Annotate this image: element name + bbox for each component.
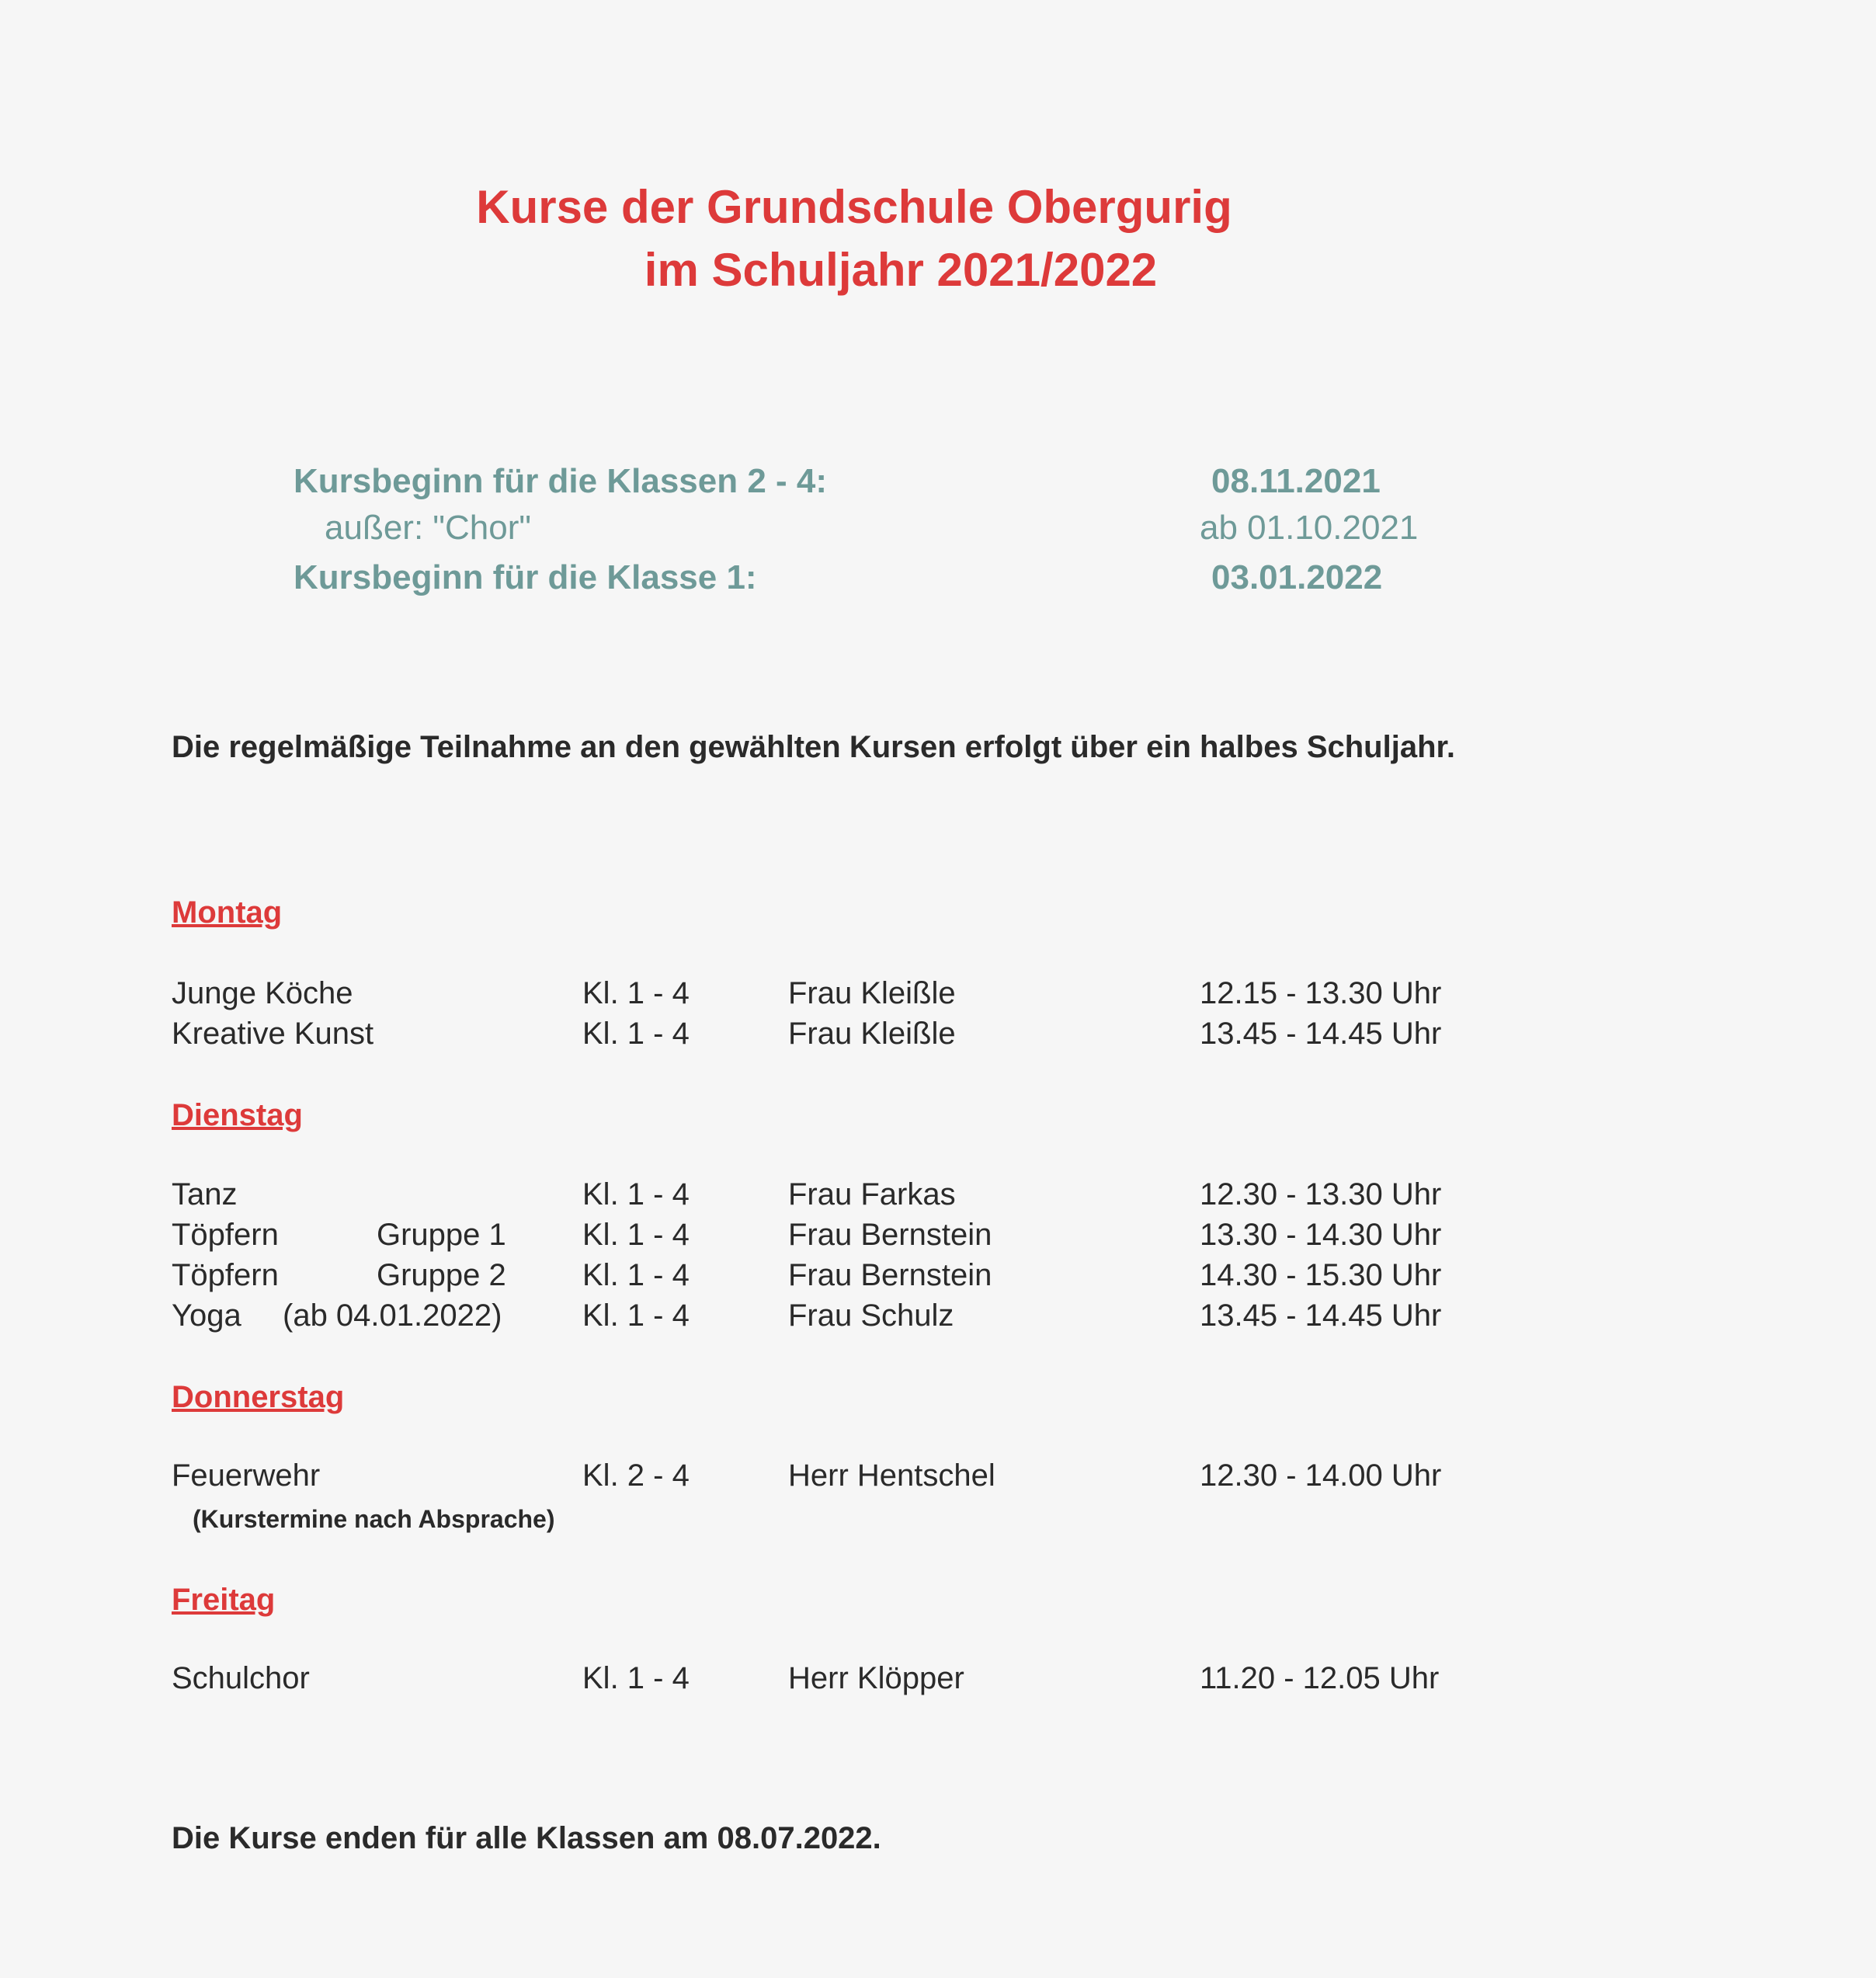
course-classes: Kl. 1 - 4	[582, 1298, 690, 1333]
course-classes: Kl. 1 - 4	[582, 976, 690, 1010]
course-teacher: Herr Klöpper	[788, 1661, 964, 1695]
start-label-exception: außer: "Chor"	[325, 509, 531, 547]
course-classes: Kl. 1 - 4	[582, 1017, 690, 1051]
course-classes: Kl. 1 - 4	[582, 1661, 690, 1695]
course-time: 12.15 - 13.30 Uhr	[1200, 976, 1442, 1010]
course-classes: Kl. 1 - 4	[582, 1218, 690, 1252]
day-heading-freitag: Freitag	[172, 1583, 276, 1617]
course-teacher: Frau Schulz	[788, 1298, 954, 1333]
day-heading-donnerstag: Donnerstag	[172, 1380, 345, 1414]
course-teacher: Frau Bernstein	[788, 1258, 992, 1292]
day-heading-montag: Montag	[172, 895, 283, 930]
start-date-class-1: 03.01.2022	[1211, 558, 1383, 596]
course-group: Gruppe 1	[377, 1218, 506, 1252]
start-date-exception: ab 01.10.2021	[1200, 509, 1419, 547]
course-name: Töpfern	[172, 1218, 279, 1252]
course-teacher: Frau Kleißle	[788, 976, 956, 1010]
course-group: (ab 04.01.2022)	[283, 1298, 502, 1333]
course-teacher: Frau Farkas	[788, 1177, 956, 1211]
course-teacher: Herr Hentschel	[788, 1458, 995, 1493]
course-time: 12.30 - 13.30 Uhr	[1200, 1177, 1442, 1211]
start-label-class-1: Kursbeginn für die Klasse 1:	[294, 558, 757, 596]
end-date-note: Die Kurse enden für alle Klassen am 08.07.2022.	[172, 1821, 881, 1855]
course-time: 11.20 - 12.05 Uhr	[1200, 1661, 1440, 1695]
course-name: Kreative Kunst	[172, 1017, 374, 1051]
course-schedule-note: (Kurstermine nach Absprache)	[193, 1505, 555, 1533]
day-heading-dienstag: Dienstag	[172, 1098, 303, 1132]
course-time: 13.30 - 14.30 Uhr	[1200, 1218, 1442, 1252]
course-classes: Kl. 1 - 4	[582, 1258, 690, 1292]
participation-note: Die regelmäßige Teilnahme an den gewählten Kursen erfolgt über ein halbes Schuljahr.	[172, 730, 1455, 764]
start-label-classes-2-4: Kursbeginn für die Klassen 2 - 4:	[294, 462, 828, 500]
start-date-classes-2-4: 08.11.2021	[1211, 462, 1381, 500]
course-time: 13.45 - 14.45 Uhr	[1200, 1017, 1442, 1051]
course-classes: Kl. 2 - 4	[582, 1458, 690, 1493]
course-time: 12.30 - 14.00 Uhr	[1200, 1458, 1442, 1493]
course-name: Tanz	[172, 1177, 238, 1211]
course-name: Yoga	[172, 1298, 241, 1333]
document-title-line-1: Kurse der Grundschule Obergurig	[476, 181, 1232, 233]
course-name: Schulchor	[172, 1661, 310, 1695]
course-time: 14.30 - 15.30 Uhr	[1200, 1258, 1442, 1292]
course-group: Gruppe 2	[377, 1258, 506, 1292]
course-teacher: Frau Bernstein	[788, 1218, 992, 1252]
course-name: Junge Köche	[172, 976, 353, 1010]
course-name: Feuerwehr	[172, 1458, 321, 1493]
course-name: Töpfern	[172, 1258, 279, 1292]
course-classes: Kl. 1 - 4	[582, 1177, 690, 1211]
course-time: 13.45 - 14.45 Uhr	[1200, 1298, 1442, 1333]
course-teacher: Frau Kleißle	[788, 1017, 956, 1051]
document-title-line-2: im Schuljahr 2021/2022	[644, 244, 1158, 296]
